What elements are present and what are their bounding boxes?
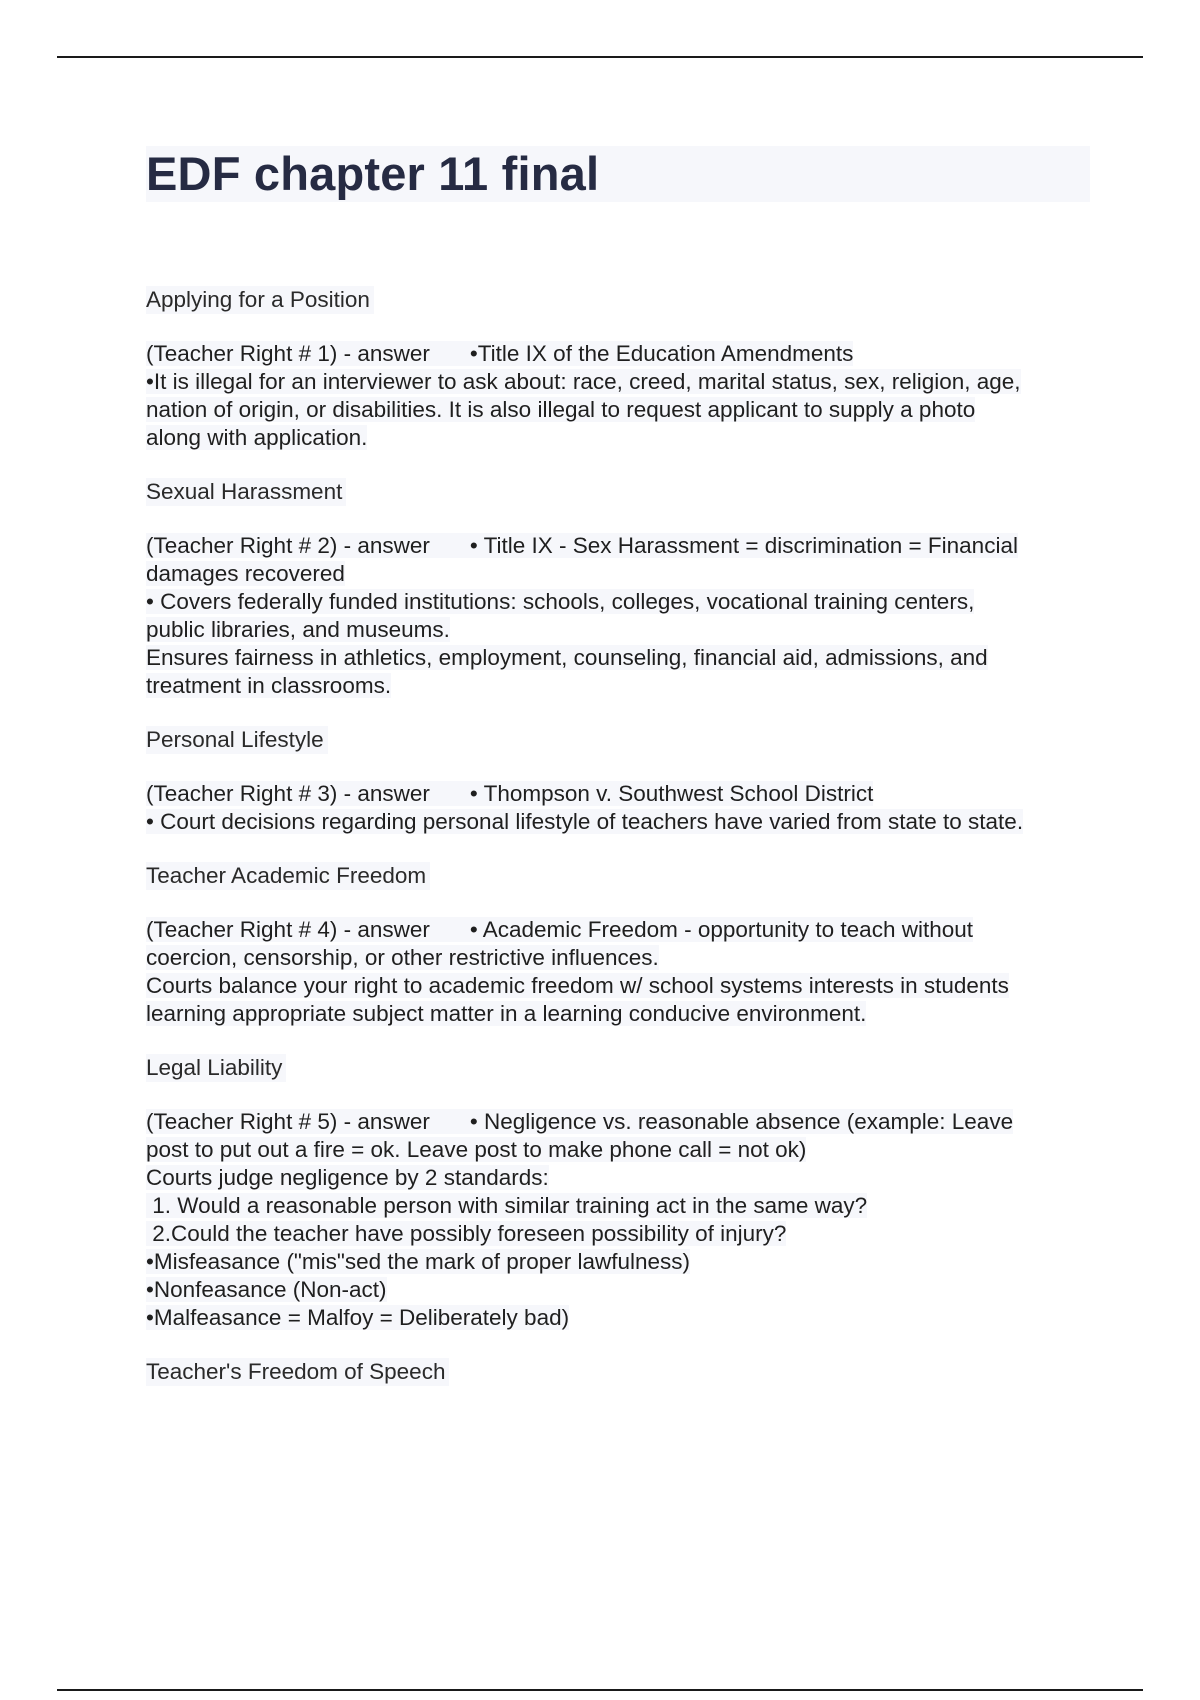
document-body <box>146 146 1090 1412</box>
flashcard <box>146 862 1090 1028</box>
answer-text: •It is illegal for an interviewer to ask about: race, creed, marital status, sex, religion, age, <box>146 369 1021 394</box>
answer-line <box>146 424 1090 452</box>
answer-text: • Thompson v. Southwest School District <box>469 781 874 806</box>
answer-line <box>146 1220 1090 1248</box>
answer-prefix: (Teacher Right # 1) - answer <box>146 341 430 366</box>
answer-line <box>146 560 1090 588</box>
answer-line <box>146 1276 1090 1304</box>
top-divider <box>57 56 1143 58</box>
answer-line <box>146 1108 1090 1136</box>
answer-line <box>146 808 1090 836</box>
flashcard-list <box>146 286 1090 1412</box>
answer-line <box>146 780 1090 808</box>
answer-text: • Covers federally funded institutions: schools, colleges, vocational training centers, <box>146 589 975 614</box>
flashcard <box>146 286 1090 452</box>
answer-text: Courts balance your right to academic freedom w/ school systems interests in students <box>146 973 1009 998</box>
answer-prefix: (Teacher Right # 4) - answer <box>146 917 430 942</box>
bottom-divider <box>57 1689 1143 1691</box>
answer-block <box>146 340 1090 452</box>
question-term: Teacher's Freedom of Speech <box>146 1358 449 1386</box>
answer-block <box>146 532 1090 700</box>
answer-line <box>146 1304 1090 1332</box>
answer-text: •Nonfeasance (Non-act) <box>146 1277 387 1302</box>
answer-line <box>146 644 1090 672</box>
answer-line <box>146 672 1090 700</box>
answer-text: along with application. <box>146 425 368 450</box>
answer-text: 2.Could the teacher have possibly foreseen possibility of injury? <box>146 1221 787 1246</box>
answer-text: Courts judge negligence by 2 standards: <box>146 1165 549 1190</box>
answer-line <box>146 972 1090 1000</box>
answer-text: •Malfeasance = Malfoy = Deliberately bad) <box>146 1305 570 1330</box>
answer-text: treatment in classrooms. <box>146 673 392 698</box>
answer-text: nation of origin, or disabilities. It is also illegal to request applicant to supply a photo <box>146 397 976 422</box>
question-term: Legal Liability <box>146 1054 286 1082</box>
page-title: EDF chapter 11 final <box>146 147 600 200</box>
question-term: Personal Lifestyle <box>146 726 328 754</box>
answer-block <box>146 916 1090 1028</box>
flashcard <box>146 1054 1090 1332</box>
answer-prefix: (Teacher Right # 2) - answer <box>146 533 430 558</box>
answer-prefix: (Teacher Right # 3) - answer <box>146 781 430 806</box>
answer-prefix: (Teacher Right # 5) - answer <box>146 1109 430 1134</box>
question-term: Sexual Harassment <box>146 478 346 506</box>
answer-text: •Title IX of the Education Amendments <box>469 341 854 366</box>
answer-line <box>146 1164 1090 1192</box>
answer-line <box>146 1192 1090 1220</box>
answer-text: post to put out a fire = ok. Leave post to make phone call = not ok) <box>146 1137 807 1162</box>
answer-line <box>146 616 1090 644</box>
answer-text: • Court decisions regarding personal lifestyle of teachers have varied from state to state. <box>146 809 1024 834</box>
answer-line <box>146 1248 1090 1276</box>
answer-text: public libraries, and museums. <box>146 617 450 642</box>
answer-line <box>146 368 1090 396</box>
answer-line <box>146 916 1090 944</box>
flashcard <box>146 478 1090 700</box>
answer-line <box>146 532 1090 560</box>
flashcard <box>146 1358 1090 1412</box>
answer-text: • Negligence vs. reasonable absence (example: Leave <box>469 1109 1014 1134</box>
answer-text: learning appropriate subject matter in a learning conducive environment. <box>146 1001 867 1026</box>
answer-text: • Title IX - Sex Harassment = discrimination = Financial <box>469 533 1018 558</box>
answer-block <box>146 1108 1090 1332</box>
answer-text: Ensures fairness in athletics, employment, counseling, financial aid, admissions, and <box>146 645 988 670</box>
answer-block <box>146 780 1090 836</box>
answer-text: coercion, censorship, or other restrictive influences. <box>146 945 659 970</box>
title-band <box>146 146 1090 202</box>
answer-text: 1. Would a reasonable person with similar training act in the same way? <box>146 1193 868 1218</box>
question-term: Applying for a Position <box>146 286 374 314</box>
answer-line <box>146 1136 1090 1164</box>
answer-text: damages recovered <box>146 561 345 586</box>
answer-line <box>146 340 1090 368</box>
answer-line <box>146 1000 1090 1028</box>
flashcard <box>146 726 1090 836</box>
answer-line <box>146 944 1090 972</box>
answer-text: • Academic Freedom - opportunity to teach without <box>469 917 974 942</box>
answer-line <box>146 396 1090 424</box>
answer-line <box>146 588 1090 616</box>
question-term: Teacher Academic Freedom <box>146 862 430 890</box>
answer-text: •Misfeasance ("mis"sed the mark of proper lawfulness) <box>146 1249 691 1274</box>
